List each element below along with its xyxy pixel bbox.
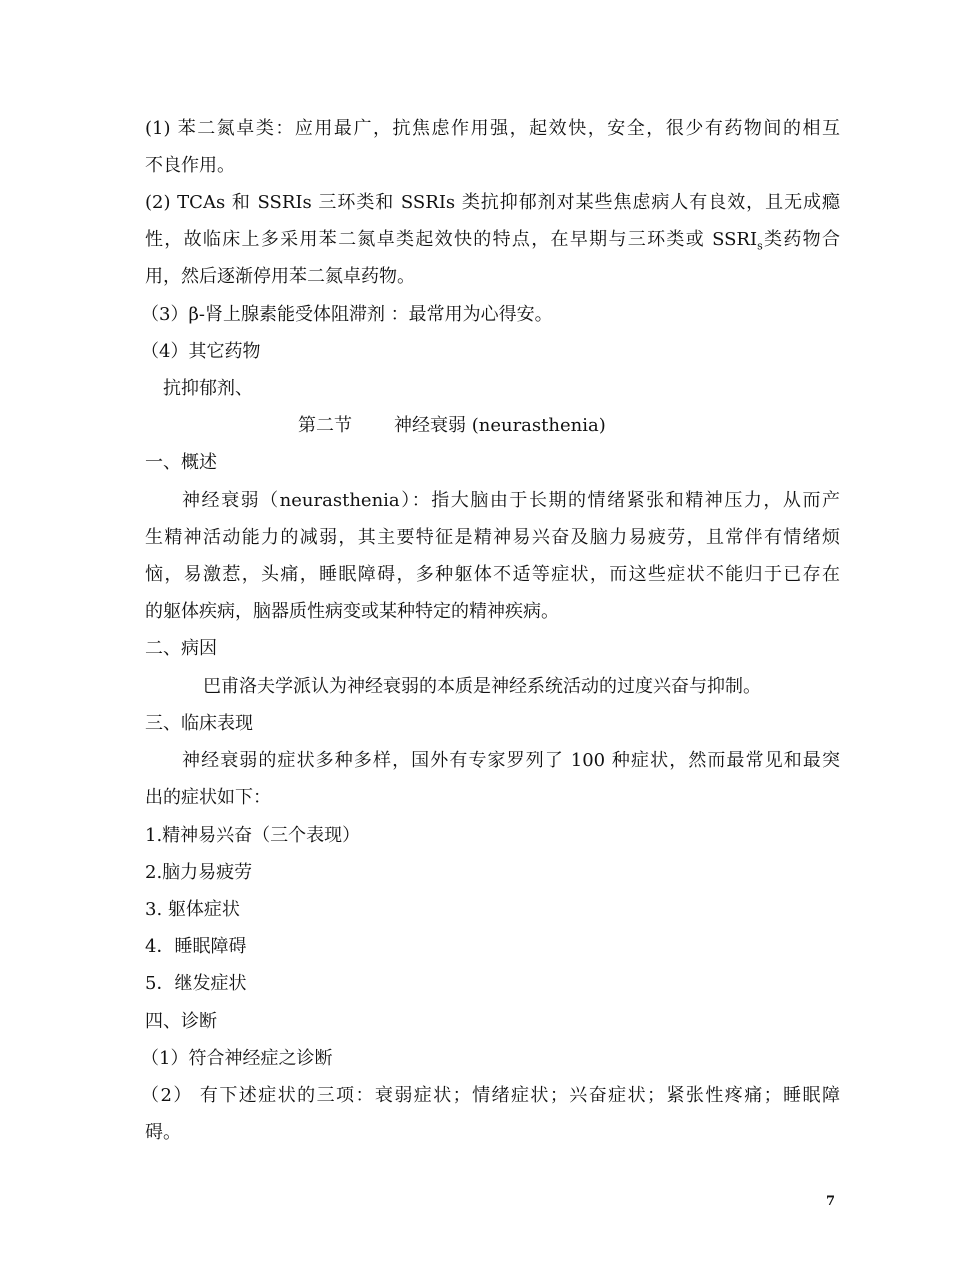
clinical-line-1: 神经衰弱的症状多种多样，国外有专家罗列了 100 种症状，然而最常见和最突 (182, 750, 840, 771)
para-1-line-1: (1) 苯二氮卓类：应用最广，抗焦虑作用强，起效快，安全，很少有药物间的相互 (145, 118, 840, 139)
para-2-line-1: (2) TCAs 和 SSRIs 三环类和 SSRIs 类抗抑郁剂对某些焦虑病人有良效，且无成瘾 (145, 192, 840, 213)
para-2-line-2 (145, 228, 840, 252)
heading-diagnosis: 四、诊断 (145, 1011, 217, 1032)
symptom-4: 4．睡眠障碍 (145, 936, 247, 957)
etiology-text: 巴甫洛夫学派认为神经衰弱的本质是神经系统活动的过度兴奋与抑制。 (203, 676, 761, 697)
overview-line-1: 神经衰弱（neurasthenia）：指大脑由于长期的情绪紧张和精神压力，从而产 (182, 490, 840, 511)
heading-etiology: 二、病因 (145, 638, 217, 659)
heading-overview: 一、概述 (145, 452, 217, 473)
diagnosis-item-2-line-1: （2） 有下述症状的三项：衰弱症状；情绪症状；兴奋症状；紧张性疼痛；睡眠障 (141, 1085, 840, 1106)
item-3-beta-blockers: （3）β-肾上腺素能受体阻滞剂 ：最常用为心得安。 (141, 304, 553, 325)
symptom-2: 2.脑力易疲劳 (145, 862, 253, 883)
symptom-3: 3. 躯体症状 (145, 899, 240, 920)
para-2-line-2-text: 性，故临床上多采用苯二氮卓类起效快的特点，在早期与三环类或 SSRI (145, 229, 758, 250)
page-number: 7 (825, 1194, 835, 1209)
para-2-line-3: 用，然后逐渐停用苯二氮卓药物。 (145, 266, 415, 287)
overview-line-3: 恼，易激惹，头痛，睡眠障碍，多种躯体不适等症状，而这些症状不能归于已存在 (145, 564, 840, 585)
diagnosis-item-1: （1）符合神经症之诊断 (141, 1048, 333, 1069)
symptom-5: 5．继发症状 (145, 973, 247, 994)
section-number: 第二节 (298, 415, 352, 436)
overview-line-4: 的躯体疾病，脑器质性病变或某种特定的精神疾病。 (145, 601, 559, 622)
heading-clinical: 三、临床表现 (145, 713, 253, 734)
para-2-line-2-tail: 类药物合 (762, 229, 840, 250)
item-4-other-drugs: （4）其它药物 (141, 341, 261, 362)
diagnosis-item-2-line-2: 碍。 (145, 1122, 181, 1143)
subscript-s: s (757, 239, 763, 252)
clinical-line-2: 出的症状如下： (145, 787, 271, 808)
antidepressants-text: 抗抑郁剂、 (163, 378, 253, 399)
symptom-1: 1.精神易兴奋（三个表现） (145, 825, 361, 846)
section-title: 神经衰弱 (neurasthenia) (394, 415, 606, 436)
para-1-line-2: 不良作用。 (145, 155, 235, 176)
overview-line-2: 生精神活动能力的减弱，其主要特征是精神易兴奋及脑力易疲劳，且常伴有情绪烦 (145, 527, 840, 548)
